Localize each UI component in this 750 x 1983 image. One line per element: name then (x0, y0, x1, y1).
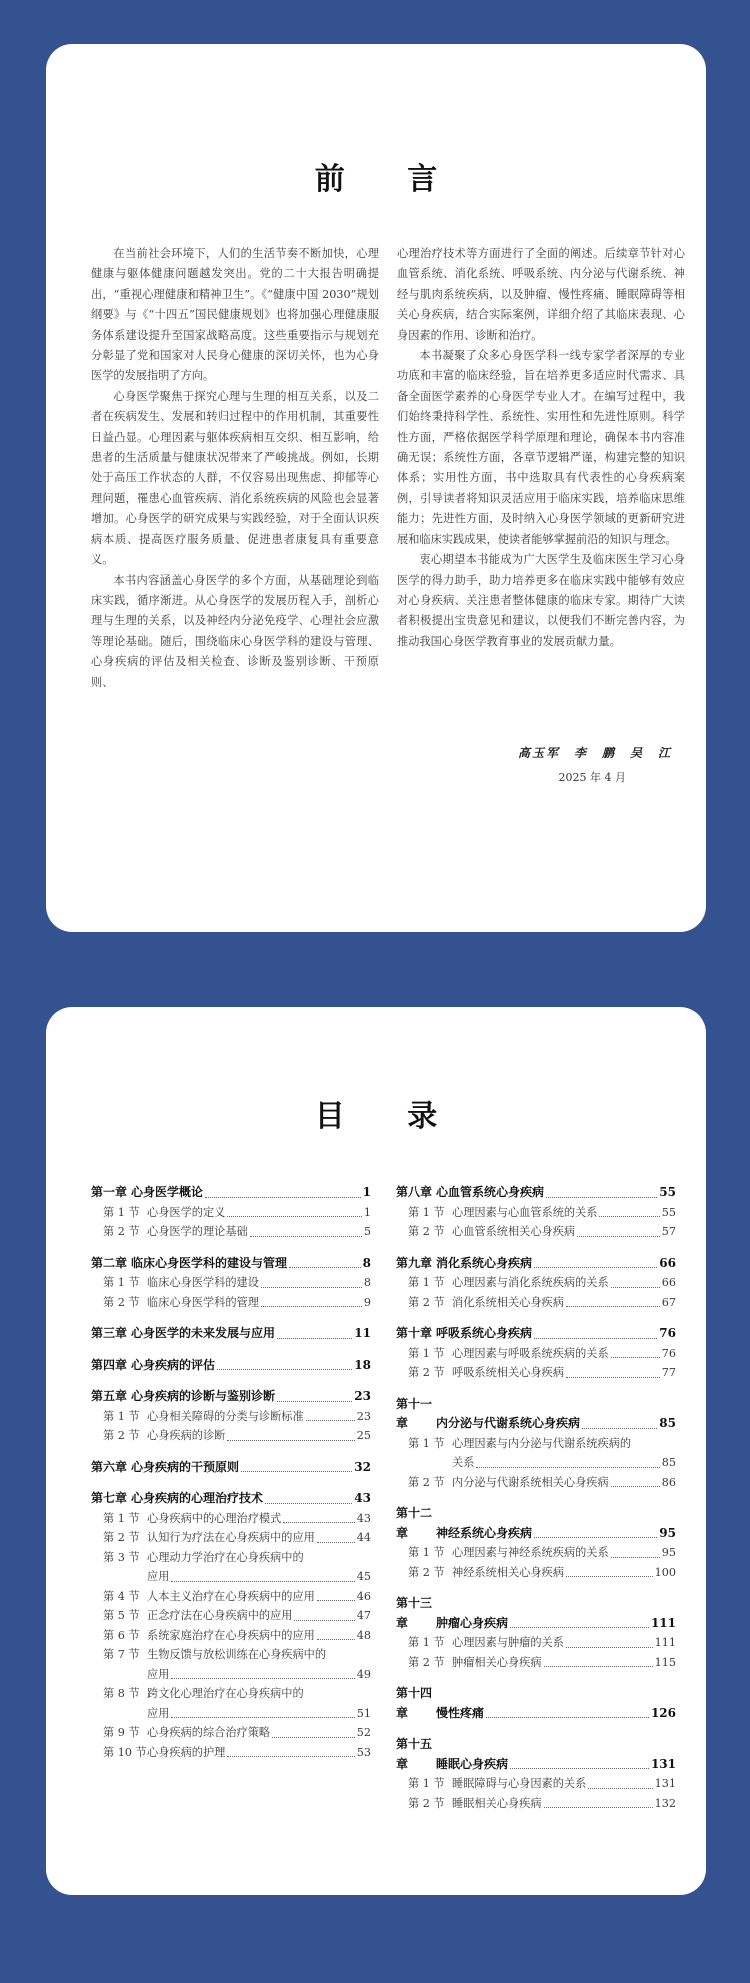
section-entry-number: 第 2 节 (103, 1531, 140, 1544)
section-entry-label: 心血管系统相关心身疾病 (452, 1225, 576, 1238)
chapter-entry-label: 心身疾病的心理治疗技术 (131, 1491, 264, 1505)
chapter-entry-page: 43 (354, 1491, 371, 1505)
dot-leader (227, 1216, 362, 1217)
section-entry[interactable] (396, 1363, 676, 1383)
section-entry[interactable] (91, 1273, 371, 1293)
toc-left-column (91, 1183, 371, 1774)
section-entry[interactable] (91, 1645, 371, 1665)
dot-leader (566, 1377, 660, 1378)
section-entry-label-continued: 应用 (147, 1706, 170, 1720)
dot-leader (544, 1807, 653, 1808)
chapter-entry[interactable] (396, 1684, 676, 1723)
preface-paragraph: 本书凝聚了众多心身医学科一线专家学者深厚的专业功底和丰富的临床经验，旨在培养更多适应时代需求、具备全面医学素养的心身医学专业人才。在编写过程中，我们始终秉持科学性、系统性、实用性和先进性原则。科学性方面，严格依据医学科学原理和理论，确保本书内容准确无误；系统性方面，各章节逻辑严谨，构建完整的知识体系；实用性方面，书中选取具有代表性的心身疾病案例，引导读者将知识灵活应用于临床实践，培养临床思维能力；先进性方面，及时纳入心身医学领域的更新研究进展和临床实践成果，使读者能够掌握前沿的知识与理念。 (397, 349, 685, 546)
chapter-entry[interactable] (91, 1356, 371, 1376)
section-entry-label: 心理动力学治疗在心身疾病中的 (147, 1550, 304, 1564)
section-entry-number: 第 1 节 (408, 1636, 445, 1649)
preface-signature (518, 744, 672, 785)
chapter-entry-page: 131 (650, 1756, 676, 1771)
dot-leader (261, 1287, 362, 1288)
section-entry-page: 76 (661, 1346, 676, 1360)
section-entry-number: 第 2 节 (408, 1366, 445, 1379)
section-entry[interactable] (91, 1606, 371, 1626)
toc-page (46, 1007, 706, 1895)
section-entry[interactable] (91, 1407, 371, 1427)
section-entry-number: 第 1 节 (103, 1409, 140, 1423)
section-entry[interactable] (91, 1293, 371, 1313)
toc-chapter (91, 1183, 371, 1242)
dot-leader (611, 1357, 660, 1358)
section-entry-label: 心身疾病中的心理治疗模式 (147, 1511, 282, 1525)
section-entry[interactable] (396, 1774, 676, 1794)
chapter-entry-label: 呼吸系统心身疾病 (436, 1326, 533, 1340)
toc-chapter (91, 1387, 371, 1446)
chapter-entry-label: 睡眠心身疾病 (436, 1756, 509, 1771)
section-entry-page: 47 (356, 1609, 371, 1622)
section-entry-label: 肿瘤相关心身疾病 (452, 1655, 542, 1669)
chapter-entry[interactable] (91, 1458, 371, 1478)
chapter-entry-number: 第十三章 (396, 1596, 433, 1630)
section-entry-label-continued: 应用 (147, 1570, 170, 1583)
section-entry-number: 第 1 节 (408, 1205, 445, 1219)
section-entry-page: 66 (661, 1276, 676, 1289)
dot-leader (171, 1581, 354, 1582)
section-entry-label: 正念疗法在心身疾病中的应用 (147, 1609, 293, 1622)
dot-leader (250, 1236, 362, 1237)
dot-leader (611, 1557, 660, 1558)
section-entry[interactable] (396, 1563, 676, 1583)
dot-leader (534, 1338, 657, 1339)
chapter-entry-number: 第十一章 (396, 1396, 433, 1430)
section-entry-continued[interactable] (91, 1567, 371, 1587)
preface-paragraph: 心理治疗技术等方面进行了全面的阐述。后续章节针对心血管系统、消化系统、呼吸系统、内分泌与代谢系统、神经与肌肉系统疾病，以及肿瘤、慢性疼痛、睡眠障碍等相关心身疾病，结合实际案例，详细介绍了其临床表现、心身因素的作用、诊断和治疗。 (397, 247, 685, 342)
toc-chapter (91, 1324, 371, 1344)
section-entry-number: 第 2 节 (103, 1429, 140, 1442)
toc-chapter (91, 1356, 371, 1376)
chapter-entry-number: 第二章 (91, 1255, 128, 1270)
dot-leader (205, 1197, 361, 1198)
chapter-entry-label: 肿瘤心身疾病 (436, 1615, 509, 1630)
section-entry[interactable] (396, 1273, 676, 1293)
toc-right-column (396, 1183, 676, 1825)
section-entry-continued[interactable] (396, 1453, 676, 1473)
dot-leader (317, 1542, 355, 1543)
section-entry-page: 8 (363, 1276, 371, 1289)
section-entry-number: 第 7 节 (103, 1648, 140, 1661)
section-entry[interactable] (91, 1626, 371, 1646)
dot-leader (272, 1737, 355, 1738)
section-entry-page: 85 (661, 1456, 676, 1469)
chapter-entry-number: 第十五章 (396, 1737, 433, 1771)
chapter-entry-number: 第十四章 (396, 1686, 433, 1720)
toc-chapter (396, 1684, 676, 1723)
toc-chapter (91, 1489, 371, 1762)
section-entry-label: 心身疾病的综合治疗策略 (147, 1726, 271, 1739)
section-entry-number: 第 6 节 (103, 1628, 140, 1642)
section-entry-page: 48 (356, 1628, 371, 1642)
section-entry[interactable] (396, 1434, 676, 1454)
section-entry-page: 95 (661, 1546, 676, 1559)
dot-leader (265, 1503, 352, 1504)
chapter-entry-page: 76 (659, 1326, 676, 1340)
chapter-entry-number: 第七章 (91, 1491, 128, 1505)
section-entry[interactable] (396, 1633, 676, 1653)
section-entry-page: 111 (654, 1636, 676, 1649)
preface-right-column (397, 244, 685, 652)
dot-leader (534, 1537, 657, 1538)
section-entry-label-continued: 应用 (147, 1667, 170, 1681)
dot-leader (227, 1440, 354, 1441)
section-entry-label: 心理因素与内分泌与代谢系统疾病的 (452, 1436, 632, 1450)
dot-leader (294, 1620, 354, 1621)
chapter-entry-number: 第一章 (91, 1185, 128, 1199)
chapter-entry-label: 心身医学的未来发展与应用 (131, 1326, 276, 1340)
section-entry-number: 第 1 节 (103, 1511, 140, 1525)
section-entry[interactable] (91, 1684, 371, 1704)
toc-chapter (91, 1458, 371, 1478)
dot-leader (566, 1576, 653, 1577)
section-entry-number: 第 1 节 (103, 1205, 140, 1219)
chapter-entry-page: 55 (659, 1185, 676, 1199)
section-entry-label: 呼吸系统相关心身疾病 (452, 1366, 564, 1379)
section-entry-label: 心身疾病的护理 (147, 1745, 226, 1759)
chapter-entry[interactable] (396, 1504, 676, 1543)
dot-leader (317, 1600, 355, 1601)
chapter-entry-label: 消化系统心身疾病 (436, 1255, 533, 1270)
author-names: 高玉军 李 鹏 吴 江 (517, 746, 672, 760)
toc-chapter (396, 1324, 676, 1383)
preface-title: 前 言 (314, 162, 464, 197)
section-entry-label: 心理因素与消化系统疾病的关系 (452, 1276, 609, 1289)
section-entry[interactable] (91, 1426, 371, 1446)
section-entry-number: 第 3 节 (103, 1550, 140, 1564)
chapter-entry[interactable] (396, 1735, 676, 1774)
dot-leader (577, 1236, 660, 1237)
toc-chapter (91, 1254, 371, 1313)
section-entry-number: 第 1 节 (103, 1276, 140, 1289)
section-entry[interactable] (396, 1794, 676, 1814)
preface-paragraph: 心身医学聚焦于探究心理与生理的相互关系，以及二者在疾病发生、发展和转归过程中的作用机制，其重要性日益凸显。心理因素与躯体疾病相互交织、相互影响，给患者的生活质量与健康状况带来了严峻挑战。例如，长期处于高压工作状态的人群，不仅容易出现焦虑、抑郁等心理问题，罹患心血管疾病、消化系统疾病的风险也会显著增加。心身医学的研究成果与实践经验，对于全面认识疾病本质、提高医疗服务质量、促进患者康复具有重要意义。 (91, 389, 379, 567)
chapter-entry-label: 心身疾病的诊断与鉴别诊断 (131, 1389, 276, 1403)
dot-leader (566, 1647, 653, 1648)
chapter-entry[interactable] (91, 1387, 371, 1407)
dot-leader (534, 1267, 657, 1268)
chapter-entry-label: 心血管系统心身疾病 (436, 1185, 545, 1199)
section-entry-page: 100 (654, 1565, 676, 1579)
section-entry-label: 睡眠障碍与心身因素的关系 (452, 1777, 587, 1790)
section-entry-label: 心理因素与神经系统疾病的关系 (452, 1546, 609, 1559)
chapter-entry-page: 66 (659, 1255, 676, 1270)
section-entry[interactable] (396, 1543, 676, 1563)
section-entry[interactable] (396, 1344, 676, 1364)
dot-leader (277, 1401, 352, 1402)
chapter-entry-page: 18 (354, 1357, 371, 1372)
section-entry-page: 52 (356, 1726, 371, 1739)
preface-page (46, 44, 706, 932)
section-entry-number: 第 1 节 (408, 1276, 445, 1289)
section-entry-page: 57 (661, 1225, 676, 1238)
section-entry-page: 45 (356, 1570, 371, 1583)
section-entry-page: 1 (363, 1205, 371, 1219)
preface-left-column (91, 244, 379, 693)
dot-leader (241, 1471, 352, 1472)
dot-leader (510, 1768, 649, 1769)
chapter-entry[interactable] (396, 1183, 676, 1203)
dot-leader (476, 1467, 659, 1468)
chapter-entry[interactable] (91, 1254, 371, 1274)
toc-chapter (396, 1504, 676, 1582)
chapter-entry-page: 8 (362, 1255, 371, 1270)
dot-leader (227, 1756, 354, 1757)
section-entry-label: 生物反馈与放松训练在心身疾病中的 (147, 1648, 327, 1661)
chapter-entry-label: 临床心身医学科的建设与管理 (131, 1255, 288, 1270)
dot-leader (261, 1306, 362, 1307)
section-entry-number: 第 2 节 (408, 1295, 445, 1309)
chapter-entry[interactable] (396, 1395, 676, 1434)
chapter-entry-label: 心身医学概论 (131, 1185, 204, 1199)
section-entry[interactable] (91, 1723, 371, 1743)
preface-paragraph: 在当前社会环境下，人们的生活节奏不断加快，心理健康与躯体健康问题越发突出。党的二十大报告明确提出，“重视心理健康和精神卫生”。《“健康中国 2030”规划纲要》与《“十四五”国民健康规划》也将加强心理健康服务体系建设提升至国家战略高度。这些重要指示与规划充分彰显了党和国家对人民身心健康的深切关怀，也为心身医学的发展指明了方向。 (91, 247, 379, 383)
section-entry-page: 23 (356, 1409, 371, 1423)
section-entry-number: 第 10 节 (103, 1745, 147, 1759)
section-entry-number: 第 9 节 (103, 1726, 140, 1739)
preface-paragraph: 衷心期望本书能成为广大医学生及临床医生学习心身医学的得力助手，助力培养更多在临床实践中能够有效应对心身疾病、关注患者整体健康的临床专家。期待广大读者积极提出宝贵意见和建议，以便我们不断完善内容，为推动我国心身医学教育事业的发展贡献力量。 (397, 553, 685, 648)
dot-leader (611, 1287, 660, 1288)
section-entry[interactable] (91, 1548, 371, 1568)
section-entry-page: 86 (661, 1475, 676, 1489)
chapter-entry-label: 心身疾病的评估 (131, 1357, 216, 1372)
section-entry-label: 心身医学的理论基础 (147, 1225, 248, 1238)
dot-leader (588, 1788, 652, 1789)
section-entry-label: 内分泌与代谢系统相关心身疾病 (452, 1475, 609, 1489)
dot-leader (599, 1216, 659, 1217)
dot-leader (611, 1486, 660, 1487)
section-entry-label-continued: 关系 (452, 1456, 475, 1469)
section-entry[interactable] (396, 1293, 676, 1313)
section-entry-label: 跨文化心理治疗在心身疾病中的 (147, 1687, 304, 1700)
chapter-entry-page: 85 (659, 1416, 676, 1430)
section-entry-number: 第 4 节 (103, 1589, 140, 1603)
section-entry-number: 第 2 节 (408, 1655, 445, 1669)
toc-chapter (396, 1735, 676, 1813)
section-entry-label: 神经系统相关心身疾病 (452, 1565, 564, 1579)
section-entry[interactable] (91, 1528, 371, 1548)
chapter-entry-page: 1 (362, 1185, 371, 1199)
section-entry[interactable] (91, 1743, 371, 1763)
chapter-entry[interactable] (91, 1489, 371, 1509)
section-entry-label: 临床心身医学科的管理 (147, 1295, 259, 1309)
dot-leader (486, 1717, 649, 1718)
section-entry-page: 49 (356, 1667, 371, 1681)
section-entry-label: 心身疾病的诊断 (147, 1429, 226, 1442)
chapter-entry[interactable] (91, 1324, 371, 1344)
section-entry[interactable] (396, 1222, 676, 1242)
section-entry-page: 25 (356, 1429, 371, 1442)
section-entry-label: 认知行为疗法在心身疾病中的应用 (147, 1531, 315, 1544)
chapter-entry-page: 23 (354, 1389, 371, 1403)
section-entry-number: 第 1 节 (408, 1346, 445, 1360)
section-entry-label: 心理因素与呼吸系统疾病的关系 (452, 1346, 609, 1360)
section-entry-page: 132 (654, 1796, 676, 1810)
section-entry-label: 心身医学的定义 (147, 1205, 226, 1219)
chapter-entry-number: 第六章 (91, 1459, 128, 1474)
section-entry-number: 第 1 节 (408, 1436, 445, 1450)
section-entry-label: 睡眠相关心身疾病 (452, 1796, 542, 1810)
chapter-entry-number: 第三章 (91, 1326, 128, 1340)
section-entry[interactable] (91, 1222, 371, 1242)
preface-date: 2025 年 4 月 (558, 771, 626, 784)
section-entry-page: 115 (654, 1655, 676, 1669)
toc-chapter (396, 1395, 676, 1493)
chapter-entry-label: 内分泌与代谢系统心身疾病 (436, 1416, 581, 1430)
chapter-entry-page: 95 (659, 1525, 676, 1540)
section-entry[interactable] (91, 1509, 371, 1529)
section-entry-label: 人本主义治疗在心身疾病中的应用 (147, 1589, 315, 1603)
chapter-entry-label: 心身疾病的干预原则 (131, 1459, 240, 1474)
section-entry[interactable] (396, 1473, 676, 1493)
section-entry-number: 第 5 节 (103, 1609, 140, 1622)
section-entry-page: 53 (356, 1745, 371, 1759)
toc-chapter (396, 1594, 676, 1672)
section-entry-number: 第 2 节 (408, 1796, 445, 1810)
section-entry-number: 第 2 节 (103, 1295, 140, 1309)
section-entry-label: 临床心身医学科的建设 (147, 1276, 259, 1289)
chapter-entry-page: 32 (354, 1459, 371, 1474)
dot-leader (317, 1639, 355, 1640)
chapter-entry-page: 111 (650, 1615, 676, 1630)
chapter-entry[interactable] (91, 1183, 371, 1203)
chapter-entry[interactable] (396, 1324, 676, 1344)
section-entry-number: 第 2 节 (408, 1565, 445, 1579)
section-entry-page: 43 (356, 1511, 371, 1525)
dot-leader (546, 1197, 657, 1198)
section-entry-number: 第 2 节 (103, 1225, 140, 1238)
dot-leader (544, 1666, 653, 1667)
section-entry-page: 51 (356, 1706, 371, 1720)
chapter-entry-page: 126 (650, 1705, 676, 1720)
section-entry-label: 系统家庭治疗在心身疾病中的应用 (147, 1628, 315, 1642)
chapter-entry-page: 11 (354, 1326, 371, 1340)
section-entry-label: 消化系统相关心身疾病 (452, 1295, 564, 1309)
section-entry-page: 9 (363, 1295, 371, 1309)
chapter-entry-number: 第八章 (396, 1185, 433, 1199)
dot-leader (510, 1627, 649, 1628)
section-entry[interactable] (396, 1203, 676, 1223)
section-entry-continued[interactable] (91, 1704, 371, 1724)
chapter-entry-label: 神经系统心身疾病 (436, 1525, 533, 1540)
dot-leader (277, 1338, 352, 1339)
section-entry[interactable] (91, 1203, 371, 1223)
section-entry[interactable] (396, 1653, 676, 1673)
section-entry-number: 第 2 节 (408, 1475, 445, 1489)
toc-title: 目 录 (314, 1099, 464, 1134)
section-entry-continued[interactable] (91, 1665, 371, 1685)
preface-paragraph: 本书内容涵盖心身医学的多个方面，从基础理论到临床实践，循序渐进。从心身医学的发展历程入手，剖析心理与生理的关系，以及神经内分泌免疫学、心理社会应激等理论基础。随后，围绕临床心身医学科的建设与管理、心身疾病的评估及相关检查、诊断及鉴别诊断、干预原则、 (91, 573, 379, 689)
chapter-entry-number: 第四章 (91, 1357, 128, 1372)
dot-leader (306, 1420, 355, 1421)
section-entry-page: 67 (661, 1295, 676, 1309)
chapter-entry[interactable] (396, 1254, 676, 1274)
toc-chapter (396, 1254, 676, 1313)
chapter-entry-number: 第九章 (396, 1255, 433, 1270)
chapter-entry-label: 慢性疼痛 (436, 1705, 485, 1720)
section-entry-number: 第 1 节 (408, 1546, 445, 1559)
dot-leader (217, 1369, 352, 1370)
section-entry-number: 第 1 节 (408, 1777, 445, 1790)
section-entry[interactable] (91, 1587, 371, 1607)
section-entry-page: 131 (654, 1777, 676, 1790)
dot-leader (283, 1522, 354, 1523)
section-entry-page: 55 (661, 1205, 676, 1219)
chapter-entry-number: 第十二章 (396, 1506, 433, 1540)
section-entry-page: 5 (363, 1225, 371, 1238)
section-entry-number: 第 2 节 (408, 1225, 445, 1238)
dot-leader (171, 1678, 354, 1679)
section-entry-page: 77 (661, 1366, 676, 1379)
section-entry-label: 心理因素与心血管系统的关系 (452, 1205, 598, 1219)
section-entry-page: 46 (356, 1589, 371, 1603)
dot-leader (289, 1267, 361, 1268)
section-entry-label: 心理因素与肿瘤的关系 (452, 1636, 564, 1649)
chapter-entry[interactable] (396, 1594, 676, 1633)
toc-chapter (396, 1183, 676, 1242)
dot-leader (566, 1306, 660, 1307)
section-entry-label: 心身相关障碍的分类与诊断标准 (147, 1409, 304, 1423)
dot-leader (582, 1428, 657, 1429)
chapter-entry-number: 第十章 (396, 1326, 433, 1340)
dot-leader (171, 1717, 354, 1718)
section-entry-page: 44 (356, 1531, 371, 1544)
section-entry-number: 第 8 节 (103, 1687, 140, 1700)
chapter-entry-number: 第五章 (91, 1389, 128, 1403)
